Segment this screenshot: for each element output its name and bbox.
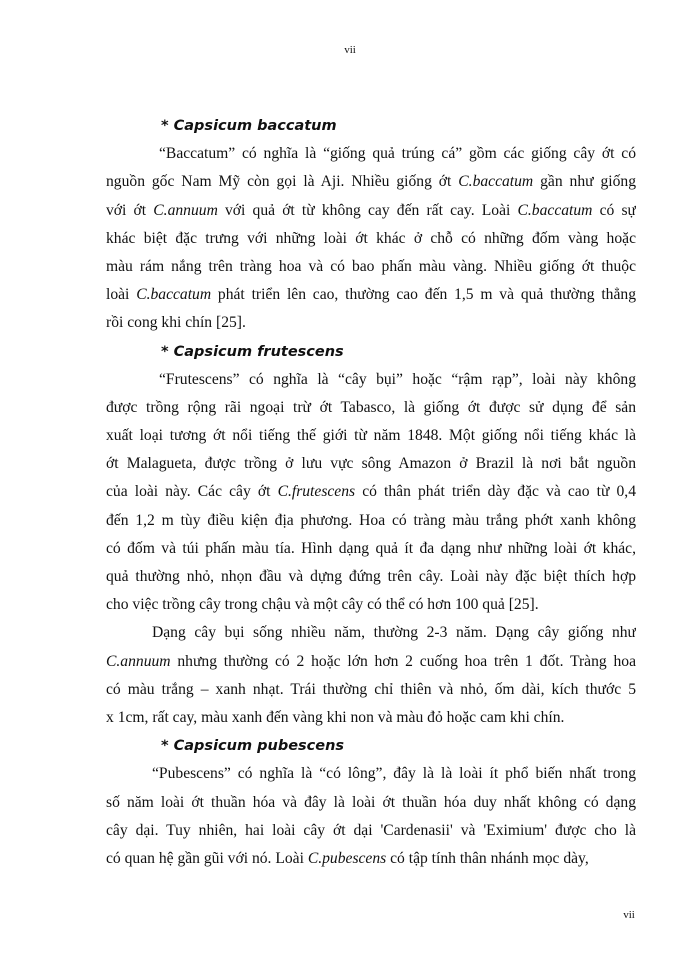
text-line <box>106 789 636 817</box>
text-line <box>106 648 636 676</box>
paragraph <box>106 366 636 620</box>
species-name: C.annuum <box>106 652 171 670</box>
text-line <box>106 281 636 309</box>
text-run: với quả ớt từ không cay đến rất cay. Loài <box>217 201 518 219</box>
text-line <box>106 422 636 450</box>
species-name: C.baccatum <box>458 173 534 191</box>
species-name: C.annuum <box>153 201 218 219</box>
text-run: phát triển lên cao, thường cao đến 1,5 m và quả thường thẳng <box>211 286 636 304</box>
text-run: có đốm và túi phấn màu tía. Hình dạng quả ít đa dạng như những loài ớt khác, <box>106 539 636 557</box>
text-run: cây dại. Tuy nhiên, hai loài cây ớt dại 'Cardenasii' và 'Eximium' được cho là <box>106 821 636 839</box>
text-run: số năm loài ớt thuần hóa và đây là loài ớt thuần hóa duy nhất không có dạng <box>106 793 636 811</box>
text-run: màu rám nắng trên tràng hoa và có bao phấn màu vàng. Nhiều giống ớt thuộc <box>106 257 636 275</box>
paragraph <box>106 619 636 732</box>
text-line <box>106 760 636 788</box>
text-line <box>106 535 636 563</box>
text-run: “Baccatum” có nghĩa là “giống quả trúng cá” gồm các giống cây ớt có <box>159 145 636 163</box>
text-line <box>106 197 636 225</box>
text-line <box>106 394 636 422</box>
text-run: “Frutescens” có nghĩa là “cây bụi” hoặc “rậm rạp”, loài này không <box>159 370 636 388</box>
text-run: Dạng cây bụi sống nhiều năm, thường 2-3 năm. Dạng cây giống như <box>152 624 636 642</box>
text-run: có màu trắng – xanh nhạt. Trái thường chỉ thiên và nhỏ, ốm dài, kích thước 5 <box>106 680 636 698</box>
text-line <box>106 817 636 845</box>
text-run: có sự <box>592 201 636 219</box>
text-line <box>106 450 636 478</box>
section-heading: * Capsicum baccatum <box>161 118 337 134</box>
text-run: đến 1,2 m tùy điều kiện địa phương. Hoa có tràng màu trắng phớt xanh không <box>106 511 636 529</box>
species-name: C.frutescens <box>277 483 356 501</box>
text-run: ớt Malagueta, được trồng ở lưu vực sông Amazon ở Brazil là nơi bắt nguồn <box>106 455 636 473</box>
text-line <box>106 704 636 732</box>
species-name: C.baccatum <box>136 286 212 304</box>
text-run: có tập tính thân nhánh mọc dày, <box>386 849 589 867</box>
text-run: gần như giống <box>533 173 636 191</box>
text-run: của loài này. Các cây ớt <box>106 483 278 501</box>
text-run: x 1cm, rất cay, màu xanh đến vàng khi non và màu đỏ hoặc cam khi chín. <box>106 708 565 726</box>
text-run: cho việc trồng cây trong chậu và một cây có thể có hơn 100 quả [25]. <box>106 596 539 614</box>
text-line <box>106 168 636 196</box>
text-run: có quan hệ gần gũi với nó. Loài <box>106 849 308 867</box>
text-line <box>106 366 636 394</box>
text-run: khác biệt đặc trưng với những loài ớt khác ở chỗ có những đốm vàng hoặc <box>106 229 636 247</box>
text-run: với ớt <box>106 201 154 219</box>
text-line <box>106 845 636 873</box>
document-body <box>106 112 636 873</box>
text-run: loài <box>106 286 137 304</box>
section-heading: * Capsicum pubescens <box>161 738 345 755</box>
text-run: “Pubescens” có nghĩa là “có lông”, đây là là loài ít phổ biến nhất trong <box>152 765 636 783</box>
text-line <box>106 619 636 647</box>
text-line <box>106 563 636 591</box>
species-name: C.pubescens <box>307 849 387 867</box>
text-line <box>106 591 636 619</box>
text-run: nhưng thường có 2 hoặc lớn hơn 2 cuống hoa trên 1 đốt. Tràng hoa <box>170 652 636 670</box>
text-run: quả thường nhỏ, nhọn đầu và dựng đứng trên cây. Loài này đặc biệt thích hợp <box>106 568 636 586</box>
text-line <box>106 478 636 506</box>
page-number-bottom: vii <box>623 909 635 921</box>
section-heading: * Capsicum frutescens <box>161 343 344 360</box>
text-run: nguồn gốc Nam Mỹ còn gọi là Aji. Nhiều giống ớt <box>106 173 459 191</box>
text-line <box>106 507 636 535</box>
species-name: C.baccatum <box>517 201 593 219</box>
text-run: xuất loại tương ớt nổi tiếng thế giới từ năm 1848. Một giống nổi tiếng khác là <box>106 427 636 445</box>
text-run: được trồng rộng rãi ngoại trừ ớt Tabasco, là giống ớt được sử dụng để sản <box>106 398 636 416</box>
text-line <box>106 225 636 253</box>
paragraph <box>106 760 636 873</box>
text-line <box>106 676 636 704</box>
page-number-top: vii <box>344 44 356 56</box>
text-line <box>106 140 636 168</box>
text-run: có thân phát triển dày đặc và cao từ 0,4 <box>355 483 636 501</box>
paragraph <box>106 140 636 337</box>
text-line <box>106 309 636 337</box>
text-run: rồi cong khi chín [25]. <box>106 314 246 332</box>
text-line <box>106 253 636 281</box>
